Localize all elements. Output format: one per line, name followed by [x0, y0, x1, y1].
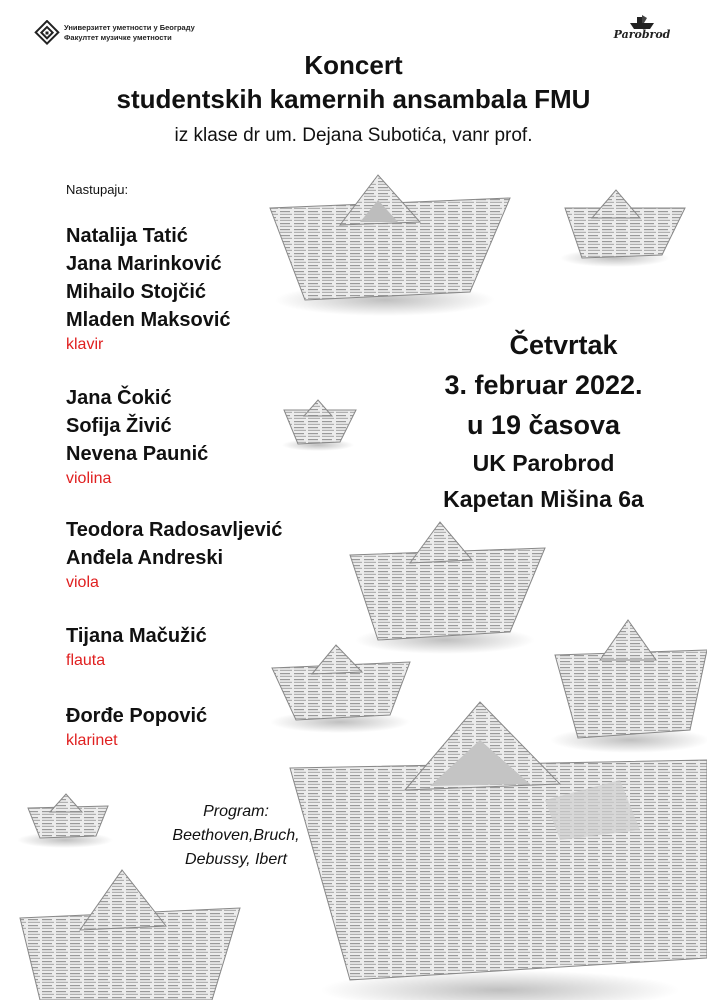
newspaper-boat-icon [270, 645, 410, 733]
newspaper-boat-icon [350, 522, 545, 654]
newspaper-boat-icon [550, 620, 707, 753]
parobrod-label: Parobrod [613, 28, 671, 41]
performer-name: Teodora Radosavljević [66, 519, 283, 541]
title-line1: Koncert [304, 50, 403, 80]
performer-name: Sofija Živić [66, 415, 172, 437]
newspaper-boat-icon [560, 190, 685, 267]
instrument-label: flauta [66, 652, 106, 669]
group-viola [66, 516, 282, 594]
performer-name: Jana Čokić [66, 387, 172, 409]
instrument-label: klarinet [66, 732, 118, 749]
performer-name: Nevena Paunić [66, 443, 209, 465]
event-time: u 19 časova [466, 410, 621, 440]
instrument-label: viola [66, 574, 99, 591]
newspaper-boat-icon [282, 400, 356, 451]
event-details [380, 325, 707, 517]
performer-name: Natalija Tatić [66, 225, 188, 247]
program-line2: Debussy, Ibert [185, 851, 287, 868]
parobrod-logo [607, 14, 677, 54]
program-line1: Beethoven,Bruch, [172, 827, 300, 844]
performer-name: Jana Marinković [66, 253, 222, 275]
program-heading: Program: [203, 803, 269, 820]
performer-name: Tijana Mačužić [66, 625, 207, 647]
performer-name: Anđela Andreski [66, 547, 224, 569]
university-line1: Универзитет уметности у Београду [64, 23, 195, 32]
group-klarinet [66, 702, 207, 752]
title-line3: iz klase dr um. Dejana Subotića, vanr prof. [174, 125, 533, 146]
title-line2: studentskih kamernih ansambala FMU [116, 84, 591, 114]
group-violina [66, 384, 208, 490]
event-address: Kapetan Mišina 6a [443, 486, 644, 512]
group-flauta [66, 622, 207, 672]
program-block [146, 800, 326, 872]
performers-heading: Nastupaju: [66, 182, 129, 197]
event-date: 3. februar 2022. [444, 370, 643, 400]
university-name [64, 23, 195, 43]
performer-name: Đorđe Popović [66, 705, 208, 727]
instrument-label: klavir [66, 336, 104, 353]
instrument-label: violina [66, 470, 112, 487]
event-venue: UK Parobrod [472, 450, 615, 476]
performer-name: Mihailo Stojčić [66, 281, 207, 303]
event-day: Četvrtak [509, 330, 618, 360]
university-line2: Факултет музичке уметности [64, 33, 172, 42]
newspaper-boat-icon [17, 794, 113, 848]
newspaper-boat-icon [20, 870, 240, 1000]
newspaper-boat-icon [270, 175, 510, 316]
university-logo-icon [34, 20, 60, 46]
group-klavir [66, 222, 231, 356]
performer-name: Mladen Maksović [66, 309, 231, 331]
